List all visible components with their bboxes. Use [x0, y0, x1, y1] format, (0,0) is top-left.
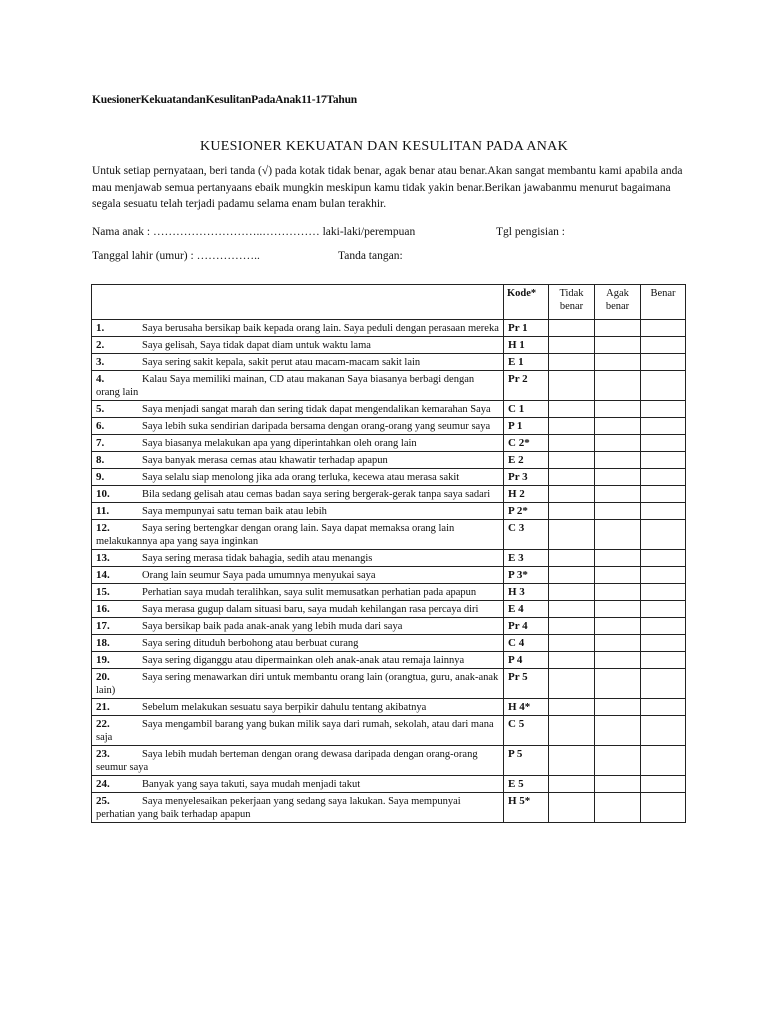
table-row	[92, 503, 686, 520]
answer-certainly-true-box[interactable]	[641, 520, 686, 550]
item-number: 2.	[96, 339, 105, 351]
statement-text: Saya biasanya melakukan apa yang diperintahkan oleh orang lain	[142, 438, 417, 449]
answer-somewhat-true-box[interactable]	[595, 503, 641, 520]
answer-somewhat-true-box[interactable]	[595, 746, 641, 776]
statement-cell	[92, 601, 504, 618]
answer-somewhat-true-box[interactable]	[595, 550, 641, 567]
item-code: E 1	[504, 354, 549, 371]
answer-somewhat-true-box[interactable]	[595, 652, 641, 669]
item-code: H 3	[504, 584, 549, 601]
statement-cell	[92, 635, 504, 652]
statement-text: Saya gelisah, Saya tidak dapat diam untuk waktu lama	[142, 340, 371, 351]
answer-not-true-box[interactable]	[549, 452, 595, 469]
statement-cell	[92, 401, 504, 418]
answer-somewhat-true-box[interactable]	[595, 401, 641, 418]
answer-not-true-box[interactable]	[549, 567, 595, 584]
table-row	[92, 776, 686, 793]
statement-cell	[92, 793, 504, 823]
answer-certainly-true-box[interactable]	[641, 618, 686, 635]
answer-somewhat-true-box[interactable]	[595, 418, 641, 435]
answer-not-true-box[interactable]	[549, 486, 595, 503]
not-true-header: Tidak benar	[549, 285, 595, 320]
statement-text: Saya sering bertengkar dengan orang lain. Saya dapat memaksa orang lain melakukannya apa yang saya inginkan	[96, 523, 455, 547]
statement-text: Perhatian saya mudah teralihkan, saya sulit memusatkan perhatian pada apapun	[142, 587, 477, 598]
answer-not-true-box[interactable]	[549, 776, 595, 793]
questionnaire-table	[91, 284, 686, 823]
table-row	[92, 746, 686, 776]
answer-certainly-true-box[interactable]	[641, 716, 686, 746]
item-number: 24.	[96, 778, 110, 790]
answer-certainly-true-box[interactable]	[641, 435, 686, 452]
answer-not-true-box[interactable]	[549, 435, 595, 452]
table-row	[92, 469, 686, 486]
answer-somewhat-true-box[interactable]	[595, 776, 641, 793]
statement-cell	[92, 452, 504, 469]
statement-cell	[92, 699, 504, 716]
item-code: P 3*	[504, 567, 549, 584]
table-row	[92, 584, 686, 601]
table-row	[92, 669, 686, 699]
answer-not-true-box[interactable]	[549, 716, 595, 746]
answer-certainly-true-box[interactable]	[641, 401, 686, 418]
answer-certainly-true-box[interactable]	[641, 371, 686, 401]
item-number: 10.	[96, 488, 110, 500]
answer-somewhat-true-box[interactable]	[595, 584, 641, 601]
answer-certainly-true-box[interactable]	[641, 584, 686, 601]
item-code: P 2*	[504, 503, 549, 520]
statement-text: Saya sering dituduh berbohong atau berbuat curang	[142, 638, 359, 649]
answer-certainly-true-box[interactable]	[641, 354, 686, 371]
answer-not-true-box[interactable]	[549, 601, 595, 618]
statement-cell	[92, 354, 504, 371]
answer-not-true-box[interactable]	[549, 669, 595, 699]
statement-text: Saya menyelesaikan pekerjaan yang sedang saya lakukan. Saya mempunyai perhatian yang baik terhadap apapun	[96, 796, 461, 820]
item-code: P 5	[504, 746, 549, 776]
item-number: 16.	[96, 603, 110, 615]
statement-text: Saya berusaha bersikap baik kepada orang lain. Saya peduli dengan perasaan mereka	[142, 323, 499, 334]
answer-not-true-box[interactable]	[549, 371, 595, 401]
answer-somewhat-true-box[interactable]	[595, 435, 641, 452]
item-code: E 2	[504, 452, 549, 469]
statement-cell	[92, 669, 504, 699]
birthdate-field[interactable]: Tanggal lahir (umur) : ……………..	[92, 250, 260, 262]
document-header: KuesionerKekuatandanKesulitanPadaAnak11-17Tahun	[92, 94, 357, 106]
item-code: C 3	[504, 520, 549, 550]
statement-header-cell	[92, 285, 504, 320]
answer-somewhat-true-box[interactable]	[595, 618, 641, 635]
statement-text: Saya lebih mudah berteman dengan orang dewasa daripada dengan orang-orang seumur saya	[96, 749, 478, 773]
item-number: 8.	[96, 454, 105, 466]
item-code: E 5	[504, 776, 549, 793]
table-row	[92, 699, 686, 716]
answer-somewhat-true-box[interactable]	[595, 635, 641, 652]
answer-not-true-box[interactable]	[549, 418, 595, 435]
answer-certainly-true-box[interactable]	[641, 452, 686, 469]
answer-not-true-box[interactable]	[549, 746, 595, 776]
item-number: 25.	[96, 795, 110, 807]
answer-not-true-box[interactable]	[549, 618, 595, 635]
answer-somewhat-true-box[interactable]	[595, 320, 641, 337]
table-row	[92, 354, 686, 371]
statement-text: Sebelum melakukan sesuatu saya berpikir dahulu tentang akibatnya	[142, 702, 427, 713]
statement-text: Saya mempunyai satu teman baik atau lebih	[142, 506, 327, 517]
item-code: H 5*	[504, 793, 549, 823]
item-number: 5.	[96, 403, 105, 415]
certainly-true-header: Benar	[641, 285, 686, 320]
item-number: 18.	[96, 637, 110, 649]
item-number: 17.	[96, 620, 110, 632]
table-row	[92, 371, 686, 401]
statement-cell	[92, 716, 504, 746]
table-row	[92, 520, 686, 550]
statement-cell	[92, 550, 504, 567]
answer-somewhat-true-box[interactable]	[595, 699, 641, 716]
table-row	[92, 601, 686, 618]
answer-not-true-box[interactable]	[549, 699, 595, 716]
answer-certainly-true-box[interactable]	[641, 418, 686, 435]
item-code: C 5	[504, 716, 549, 746]
table-row	[92, 567, 686, 584]
statement-cell	[92, 486, 504, 503]
item-code: P 4	[504, 652, 549, 669]
item-number: 23.	[96, 748, 110, 760]
statement-cell	[92, 520, 504, 550]
statement-cell	[92, 584, 504, 601]
statement-cell	[92, 469, 504, 486]
page-title: KUESIONER KEKUATAN DAN KESULITAN PADA ANAK	[199, 139, 568, 154]
item-number: 6.	[96, 420, 105, 432]
statement-cell	[92, 418, 504, 435]
statement-text: Bila sedang gelisah atau cemas badan saya sering bergerak-gerak tanpa saya sadari	[142, 489, 491, 500]
statement-text: Saya mengambil barang yang bukan milik saya dari rumah, sekolah, atau dari mana saja	[96, 719, 494, 743]
fill-date-field[interactable]: Tgl pengisian :	[496, 226, 565, 238]
statement-text: Saya sering merasa tidak bahagia, sedih atau menangis	[142, 553, 373, 564]
answer-somewhat-true-box[interactable]	[595, 520, 641, 550]
code-header: Kode*	[504, 285, 549, 320]
item-number: 13.	[96, 552, 110, 564]
statement-cell	[92, 567, 504, 584]
table-row	[92, 486, 686, 503]
item-code: H 4*	[504, 699, 549, 716]
item-code: Pr 1	[504, 320, 549, 337]
answer-not-true-box[interactable]	[549, 503, 595, 520]
answer-certainly-true-box[interactable]	[641, 652, 686, 669]
answer-somewhat-true-box[interactable]	[595, 452, 641, 469]
answer-certainly-true-box[interactable]	[641, 746, 686, 776]
item-code: H 2	[504, 486, 549, 503]
answer-certainly-true-box[interactable]	[641, 337, 686, 354]
table-row	[92, 337, 686, 354]
statement-cell	[92, 503, 504, 520]
answer-not-true-box[interactable]	[549, 469, 595, 486]
statement-cell	[92, 371, 504, 401]
answer-not-true-box[interactable]	[549, 401, 595, 418]
statement-cell	[92, 776, 504, 793]
answer-not-true-box[interactable]	[549, 652, 595, 669]
item-number: 3.	[96, 356, 105, 368]
item-number: 20.	[96, 671, 110, 683]
item-code: H 1	[504, 337, 549, 354]
answer-somewhat-true-box[interactable]	[595, 354, 641, 371]
somewhat-true-header: Agak benar	[595, 285, 641, 320]
statement-text: Saya bersikap baik pada anak-anak yang lebih muda dari saya	[142, 621, 403, 632]
item-number: 21.	[96, 701, 110, 713]
statement-cell	[92, 320, 504, 337]
statement-text: Saya merasa gugup dalam situasi baru, saya mudah kehilangan rasa percaya diri	[142, 604, 479, 615]
answer-somewhat-true-box[interactable]	[595, 793, 641, 823]
item-number: 19.	[96, 654, 110, 666]
answer-certainly-true-box[interactable]	[641, 503, 686, 520]
answer-certainly-true-box[interactable]	[641, 699, 686, 716]
statement-text: Saya sering menawarkan diri untuk membantu orang lain (orangtua, guru, anak-anak lain)	[96, 672, 499, 696]
answer-somewhat-true-box[interactable]	[595, 567, 641, 584]
answer-not-true-box[interactable]	[549, 520, 595, 550]
statement-cell	[92, 652, 504, 669]
table-row	[92, 452, 686, 469]
table-row	[92, 401, 686, 418]
answer-certainly-true-box[interactable]	[641, 469, 686, 486]
answer-not-true-box[interactable]	[549, 550, 595, 567]
table-row	[92, 320, 686, 337]
answer-somewhat-true-box[interactable]	[595, 371, 641, 401]
item-code: Pr 4	[504, 618, 549, 635]
statement-text: Saya selalu siap menolong jika ada orang terluka, kecewa atau merasa sakit	[142, 472, 460, 483]
answer-certainly-true-box[interactable]	[641, 669, 686, 699]
item-number: 1.	[96, 322, 105, 334]
item-number: 22.	[96, 718, 110, 730]
statement-text: Saya sering diganggu atau dipermainkan oleh anak-anak atau remaja lainnya	[142, 655, 465, 666]
statement-text: Banyak yang saya takuti, saya mudah menjadi takut	[142, 779, 361, 790]
answer-certainly-true-box[interactable]	[641, 550, 686, 567]
item-number: 4.	[96, 373, 105, 385]
item-number: 11.	[96, 505, 110, 517]
table-row	[92, 550, 686, 567]
child-name-field[interactable]: Nama anak : ………………………..…………… laki-laki/perempuan	[92, 226, 416, 238]
answer-certainly-true-box[interactable]	[641, 776, 686, 793]
item-code: Pr 2	[504, 371, 549, 401]
answer-certainly-true-box[interactable]	[641, 793, 686, 823]
table-row	[92, 716, 686, 746]
statement-text: Saya menjadi sangat marah dan sering tidak dapat mengendalikan kemarahan Saya	[142, 404, 491, 415]
statement-text: Saya sering sakit kepala, sakit perut atau macam-macam sakit lain	[142, 357, 421, 368]
item-code: P 1	[504, 418, 549, 435]
item-code: C 1	[504, 401, 549, 418]
item-code: Pr 5	[504, 669, 549, 699]
statement-text: Saya lebih suka sendirian daripada bersama dengan orang-orang yang seumur saya	[142, 421, 491, 432]
table-row	[92, 652, 686, 669]
item-number: 15.	[96, 586, 110, 598]
item-code: E 3	[504, 550, 549, 567]
answer-somewhat-true-box[interactable]	[595, 716, 641, 746]
table-row	[92, 618, 686, 635]
table-row	[92, 418, 686, 435]
answer-not-true-box[interactable]	[549, 337, 595, 354]
answer-certainly-true-box[interactable]	[641, 320, 686, 337]
answer-somewhat-true-box[interactable]	[595, 469, 641, 486]
answer-somewhat-true-box[interactable]	[595, 337, 641, 354]
answer-certainly-true-box[interactable]	[641, 486, 686, 503]
table-row	[92, 435, 686, 452]
statement-text: Orang lain seumur Saya pada umumnya menyukai saya	[142, 570, 376, 581]
item-number: 9.	[96, 471, 105, 483]
statement-cell	[92, 435, 504, 452]
statement-text: Saya banyak merasa cemas atau khawatir terhadap apapun	[142, 455, 388, 466]
answer-certainly-true-box[interactable]	[641, 635, 686, 652]
statement-cell	[92, 337, 504, 354]
table-row	[92, 635, 686, 652]
answer-not-true-box[interactable]	[549, 793, 595, 823]
answer-not-true-box[interactable]	[549, 635, 595, 652]
instructions-paragraph: Untuk setiap pernyataan, beri tanda (√) pada kotak tidak benar, agak benar atau benar.Akan sangat membantu kami apabila anda mau menjawab semua pertanyaans ebaik mungkin meskipun kamu tidak yakin benar.Berikan jawabanmu menurut bagaimana segala sesuatu telah terjadi padamu selama enam bulan terakhir.	[92, 165, 683, 210]
table-header-row	[92, 285, 686, 320]
item-code: Pr 3	[504, 469, 549, 486]
answer-somewhat-true-box[interactable]	[595, 669, 641, 699]
answer-not-true-box[interactable]	[549, 320, 595, 337]
answer-certainly-true-box[interactable]	[641, 601, 686, 618]
signature-field[interactable]: Tanda tangan:	[338, 250, 403, 262]
item-number: 14.	[96, 569, 110, 581]
item-number: 12.	[96, 522, 110, 534]
answer-not-true-box[interactable]	[549, 584, 595, 601]
answer-certainly-true-box[interactable]	[641, 567, 686, 584]
item-number: 7.	[96, 437, 105, 449]
item-code: C 2*	[504, 435, 549, 452]
item-code: C 4	[504, 635, 549, 652]
answer-not-true-box[interactable]	[549, 354, 595, 371]
item-code: E 4	[504, 601, 549, 618]
answer-somewhat-true-box[interactable]	[595, 601, 641, 618]
table-row	[92, 793, 686, 823]
answer-somewhat-true-box[interactable]	[595, 486, 641, 503]
statement-text: Kalau Saya memiliki mainan, CD atau makanan Saya biasanya berbagi dengan orang lain	[96, 374, 475, 398]
statement-cell	[92, 746, 504, 776]
statement-cell	[92, 618, 504, 635]
